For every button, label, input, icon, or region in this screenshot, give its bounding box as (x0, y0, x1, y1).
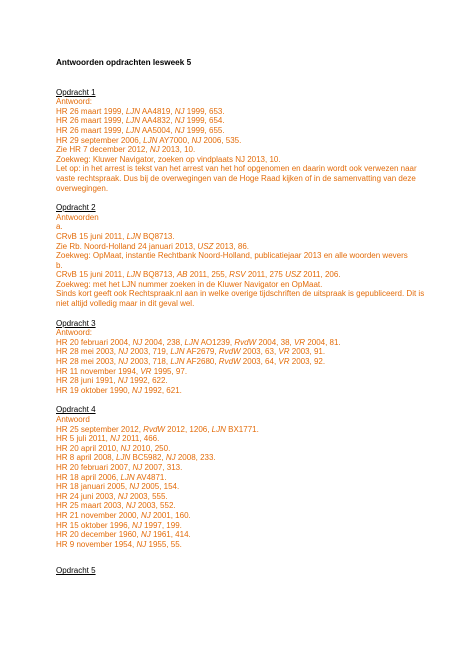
italic-abbreviation: RvdW (218, 347, 241, 357)
answer-text: Zie Rb. Noord-Holland 24 januari 2013, (56, 241, 198, 251)
answer-text: 2013, 10. (159, 145, 196, 155)
answer-line (56, 155, 426, 165)
answer-text: HR 26 maart 1999, (56, 116, 126, 126)
italic-abbreviation: NJ (174, 106, 185, 116)
answer-text: HR 28 juni 1991, (56, 376, 118, 386)
italic-abbreviation: LJN (126, 270, 141, 280)
answer-text: 2005, 154. (139, 482, 180, 492)
answer-line (56, 434, 426, 444)
answer-line (56, 164, 426, 193)
answer-text: 2004, 238, (142, 337, 185, 347)
italic-abbreviation: NJ (140, 510, 151, 520)
answer-text: BQ8713, (140, 270, 177, 280)
italic-abbreviation: RvdW (218, 357, 241, 367)
answer-text: 2004, 38, (256, 337, 294, 347)
italic-abbreviation: NJ (149, 145, 160, 155)
answer-text: 2010, 250. (130, 443, 171, 453)
section-heading: Opdracht 3 (56, 318, 96, 328)
answer-text: 2003, 555. (127, 491, 168, 501)
answer-line (56, 386, 426, 396)
sections-container (56, 88, 426, 576)
document-title: Antwoorden opdrachten lesweek 5 (56, 58, 192, 67)
answer-text: Let op: in het arrest is tekst van het arrest van het hof opgenomen en daarin wordt ook verwezen naar vaste rechtspraak. Dus bij de overwegingen van de Hoge Raad kijken of in de samenvatting van deze overwegingen. (56, 164, 417, 193)
answer-text: AA4819, (140, 106, 175, 116)
italic-abbreviation: VR (278, 357, 290, 367)
italic-abbreviation: AB (176, 270, 188, 280)
italic-abbreviation: VR (293, 337, 306, 347)
document-page (56, 58, 426, 586)
section-heading: Opdracht 5 (56, 566, 96, 576)
answer-text: HR 25 maart 2003, (56, 501, 126, 511)
answer-line (56, 521, 426, 531)
answer-text: HR 28 mei 2003, (56, 347, 119, 357)
italic-abbreviation: NJ (191, 135, 202, 145)
answer-text: 1999, 654. (184, 116, 225, 126)
answer-text: CRvB 15 juni 2011, (56, 270, 127, 280)
italic-abbreviation: NJ (132, 462, 143, 472)
answer-line (56, 136, 426, 146)
italic-abbreviation: VR (278, 347, 290, 357)
answer-text: Zie HR 7 december 2012, (56, 145, 150, 155)
answer-line (56, 530, 426, 540)
answer-text: Zoekweg: OpMaat, instantie Rechtbank Noord-Holland, publicatiejaar 2013 en alle woorden wevers (56, 251, 408, 261)
answer-line (56, 289, 426, 308)
answer-line (56, 415, 426, 425)
italic-abbreviation: LJN (125, 116, 141, 126)
section-heading: Opdracht 4 (56, 405, 96, 415)
answer-line (56, 222, 426, 232)
answer-text: Antwoord: (56, 97, 93, 107)
answer-line (56, 213, 426, 223)
answer-line (56, 376, 426, 386)
italic-abbreviation: LJN (143, 135, 158, 145)
answer-text: HR 28 mei 2003, (56, 357, 119, 367)
italic-abbreviation: NJ (110, 434, 120, 444)
answer-text: HR 26 maart 1999, (56, 125, 126, 135)
answer-text: Zoekweg: met het LJN nummer zoeken in de Kluwer Navigator en OpMaat. (56, 279, 323, 289)
answer-text: HR 18 januari 2005, (56, 482, 130, 492)
answer-line (56, 97, 426, 107)
answer-line (56, 473, 426, 483)
answer-text: 2011, 466. (119, 434, 160, 444)
answer-text: 1997, 199. (141, 520, 182, 530)
italic-abbreviation: NJ (117, 376, 128, 386)
answer-line (56, 261, 426, 271)
italic-abbreviation: NJ (118, 347, 129, 357)
answer-line (56, 145, 426, 155)
answer-line (56, 453, 426, 463)
answer-text: 2011, 275 (245, 270, 286, 280)
answer-text: 1992, 622. (127, 376, 168, 386)
answer-text: 2001, 160. (150, 510, 191, 520)
answer-text: AO1239, (198, 337, 235, 347)
italic-abbreviation: RvdW (234, 337, 257, 347)
section-opdracht-4 (56, 405, 426, 549)
italic-abbreviation: NJ (117, 491, 128, 501)
answer-text: AF2680, (184, 357, 219, 367)
answer-text: Zoekweg: Kluwer Navigator, zoeken op vindplaats NJ 2013, 10. (56, 154, 281, 164)
answer-line (56, 242, 426, 252)
italic-abbreviation: RvdW (143, 424, 165, 434)
answer-text: CRvB 15 juni 2011, (56, 231, 127, 241)
italic-abbreviation: LJN (170, 357, 185, 367)
answer-line (56, 463, 426, 473)
answer-line (56, 540, 426, 550)
answer-line (56, 280, 426, 290)
answer-text: a. (56, 222, 63, 232)
italic-abbreviation: NJ (132, 520, 142, 530)
answer-line (56, 347, 426, 357)
answer-text: HR 5 juli 2011, (56, 434, 111, 444)
answer-text: 2011, 206. (301, 270, 341, 280)
answer-text: HR 24 juni 2003, (56, 491, 118, 501)
answer-text: HR 15 oktober 1996, (56, 520, 133, 530)
answer-text: AF2679, (184, 347, 219, 357)
answer-text: HR 20 februari 2004, (56, 337, 133, 347)
italic-abbreviation: NJ (174, 125, 185, 135)
italic-abbreviation: NJ (125, 501, 136, 511)
italic-abbreviation: LJN (184, 337, 199, 347)
answer-line (56, 232, 426, 242)
section-opdracht-3 (56, 319, 426, 396)
section-opdracht-2 (56, 203, 426, 309)
answer-text: b. (56, 260, 63, 270)
answer-text: 2003, 91. (289, 347, 326, 357)
answer-text: 2003, 64, (240, 357, 279, 367)
answer-line (56, 107, 426, 117)
section-heading: Opdracht 1 (56, 87, 96, 97)
answer-text: HR 20 februari 2007, (56, 462, 133, 472)
answer-text: HR 9 november 1954, (56, 539, 137, 549)
answer-text: HR 25 september 2012, (56, 424, 144, 434)
answer-text: 2003, 552. (135, 501, 176, 511)
answer-text: Sinds kort geeft ook Rechtspraak.nl aan in welke overige tijdschriften de uitspraak is gepubliceerd. Dit is niet altijd volledig maar in dit geval wel. (56, 289, 425, 309)
answer-text: 1955, 55. (146, 539, 182, 549)
answer-text: HR 21 november 2000, (56, 510, 141, 520)
answer-line (56, 251, 426, 261)
answer-text: 1992, 621. (141, 385, 182, 395)
answer-text: 2003, 718, (128, 357, 171, 367)
answer-text: 2006, 535. (201, 135, 242, 145)
answer-text: BX1771. (225, 424, 259, 434)
answer-line (56, 328, 426, 338)
answer-text: 1999, 655. (184, 125, 225, 135)
italic-abbreviation: USZ (285, 270, 302, 280)
answer-text: 2012, 1206, (164, 424, 212, 434)
italic-abbreviation: NJ (118, 357, 129, 367)
section-heading: Opdracht 2 (56, 203, 96, 213)
italic-abbreviation: LJN (120, 472, 135, 482)
answer-text: HR 18 april 2006, (56, 472, 121, 482)
italic-abbreviation: NJ (174, 116, 185, 126)
answer-line (56, 425, 426, 435)
answer-text: 2013, 86. (213, 241, 250, 251)
italic-abbreviation: RSV (229, 270, 246, 280)
italic-abbreviation: VR (140, 366, 152, 376)
answer-text: 1995, 97. (151, 366, 188, 376)
answer-text: 2011, 255, (187, 270, 230, 280)
answer-text: Antwoord (56, 415, 90, 424)
answer-line (56, 116, 426, 126)
answer-line (56, 270, 426, 280)
answer-text: 2008, 233. (175, 453, 216, 463)
answer-text: AY7000, (157, 135, 192, 145)
answer-text: Antwoorden (56, 212, 99, 222)
answer-text: HR 26 maart 1999, (56, 106, 126, 116)
answer-text: 1961, 414. (150, 530, 191, 540)
italic-abbreviation: NJ (165, 453, 176, 463)
italic-abbreviation: LJN (116, 453, 131, 463)
answer-text: AA5004, (140, 125, 175, 135)
italic-abbreviation: USZ (197, 241, 214, 251)
answer-line (56, 357, 426, 367)
answer-line (56, 444, 426, 454)
italic-abbreviation: NJ (129, 482, 140, 492)
italic-abbreviation: NJ (140, 530, 151, 540)
italic-abbreviation: LJN (170, 347, 185, 357)
answer-line (56, 126, 426, 136)
answer-text: BC5982, (130, 453, 166, 463)
answer-text: HR 20 april 2010, (56, 443, 121, 453)
italic-abbreviation: NJ (132, 385, 142, 395)
answer-line (56, 482, 426, 492)
answer-text: HR 20 december 1960, (56, 530, 141, 540)
answer-text: HR 11 november 1994, (56, 366, 141, 376)
answer-text: 2007, 313. (142, 462, 183, 472)
italic-abbreviation: LJN (125, 106, 141, 116)
answer-text: AV4871. (134, 472, 167, 482)
answer-line (56, 511, 426, 521)
answer-text: 2003, 92. (289, 357, 326, 367)
italic-abbreviation: NJ (120, 443, 131, 453)
answer-text: 1999, 653. (184, 106, 225, 116)
answer-text: HR 29 september 2006, (56, 135, 144, 145)
answer-text: HR 8 april 2008, (56, 453, 117, 463)
answer-text: 2003, 63, (240, 347, 279, 357)
answer-line (56, 492, 426, 502)
italic-abbreviation: LJN (125, 125, 141, 135)
answer-text: HR 19 oktober 1990, (56, 385, 133, 395)
answer-text: 2003, 719, (128, 347, 171, 357)
answer-text: BQ8713. (140, 231, 175, 241)
answer-text: Antwoord: (56, 328, 93, 338)
italic-abbreviation: NJ (132, 337, 143, 347)
answer-line (56, 338, 426, 348)
italic-abbreviation: LJN (126, 231, 141, 241)
italic-abbreviation: NJ (136, 539, 147, 549)
answer-line (56, 367, 426, 377)
section-opdracht-1 (56, 88, 426, 194)
italic-abbreviation: LJN (211, 424, 226, 434)
answer-text: 2004, 81. (305, 337, 341, 347)
answer-text: AA4832, (140, 116, 175, 126)
section-opdracht-5 (56, 566, 426, 576)
answer-line (56, 501, 426, 511)
